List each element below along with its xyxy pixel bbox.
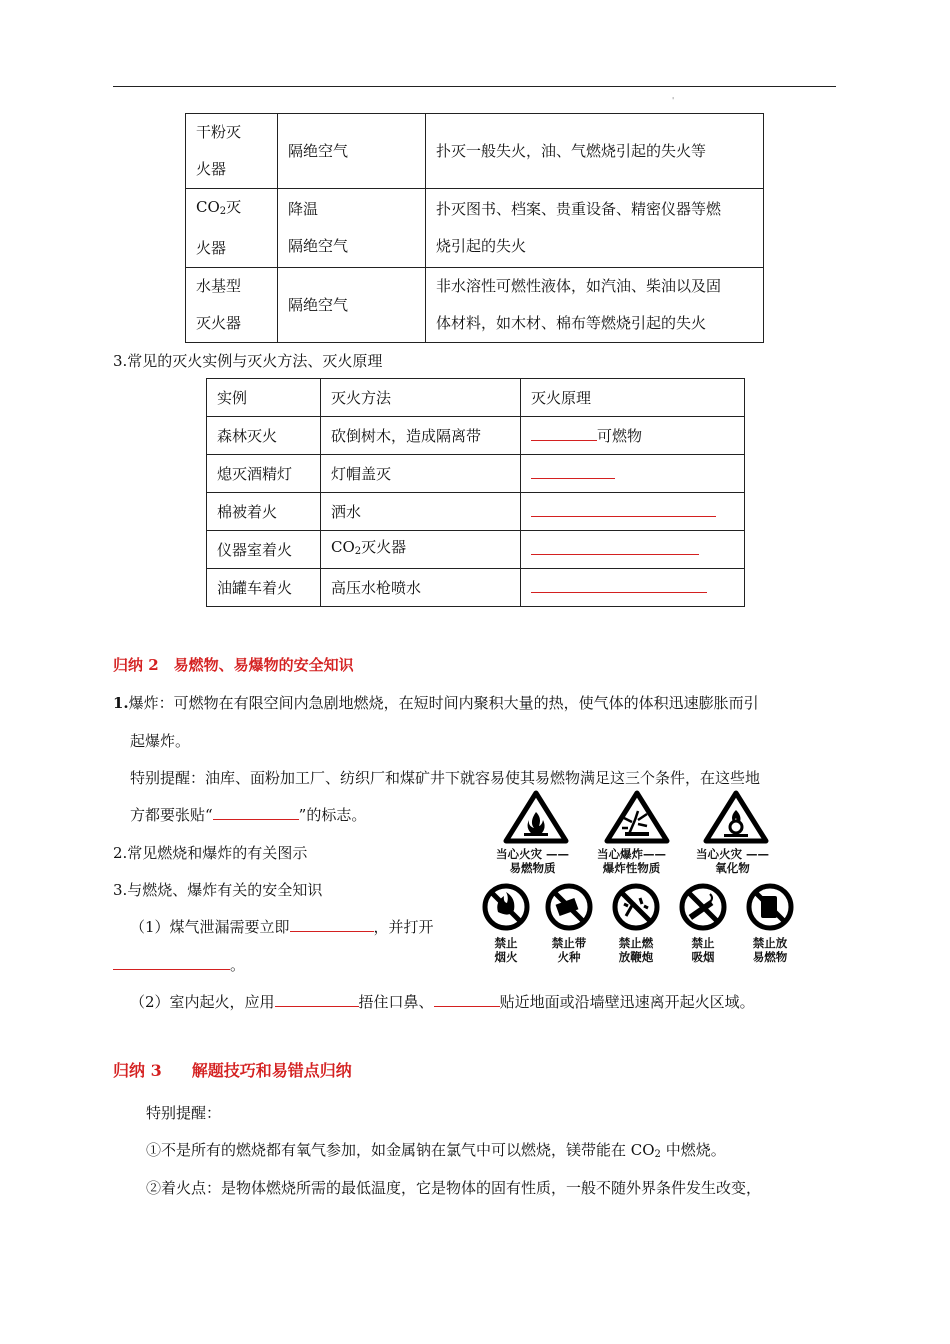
table-row <box>186 114 764 189</box>
table-cell: 隔绝空气 <box>278 114 426 189</box>
firefighting-table <box>206 378 745 607</box>
table-cell: 隔绝空气 <box>278 268 426 343</box>
table-row <box>207 417 745 455</box>
sign-label: 禁止 吸烟 <box>691 936 715 964</box>
extinguisher-table <box>185 113 764 343</box>
fill-blank[interactable] <box>290 916 374 932</box>
fill-blank[interactable] <box>434 991 500 1007</box>
table-cell: 仪器室着火 <box>207 531 321 569</box>
paragraph: ①不是所有的燃烧都有氧气参加，如金属钠在氯气中可以燃烧，镁带能在 $CO_2$ 中燃烧。 <box>146 1141 726 1160</box>
table-header: 灭火原理 <box>521 379 745 417</box>
table-header-row <box>207 379 745 417</box>
table-cell: 干粉灭 火器 <box>186 114 278 189</box>
table-header: 实例 <box>207 379 321 417</box>
table-cell: 油罐车着火 <box>207 569 321 607</box>
paragraph: 方都要张贴“ ”的标志。 <box>130 806 367 824</box>
table-cell: 洒水 <box>321 493 521 531</box>
table-cell: 灯帽盖灭 <box>321 455 521 493</box>
no-fireworks-icon <box>615 886 657 928</box>
no-smoking-icon <box>682 886 724 928</box>
table-cell: $CO_2$灭 火器 <box>186 189 278 268</box>
fill-blank[interactable] <box>113 954 230 970</box>
paragraph: 起爆炸。 <box>130 732 191 750</box>
table-cell <box>521 493 745 531</box>
fill-blank[interactable] <box>531 577 707 593</box>
header-rule <box>113 86 836 87</box>
fill-blank[interactable] <box>531 463 615 479</box>
table-cell: 水基型 灭火器 <box>186 268 278 343</box>
table-cell <box>521 531 745 569</box>
sign-label: 禁止带 火种 <box>551 936 587 964</box>
explosive-warning-icon <box>607 793 667 841</box>
table-cell: 森林灭火 <box>207 417 321 455</box>
fill-blank[interactable] <box>275 991 359 1007</box>
paragraph: 2.常见燃烧和爆炸的有关图示 <box>113 844 308 862</box>
fill-blank[interactable] <box>531 425 597 441</box>
table-cell: 扑灭一般失火，油、气燃烧引起的失火等 <box>426 114 764 189</box>
sign-label: 当心火灾 —— 氧化物 <box>696 847 770 875</box>
sign-label: 禁止放 易燃物 <box>752 936 788 964</box>
table-row <box>186 268 764 343</box>
table-cell <box>521 455 745 493</box>
table-cell: 高压水枪喷水 <box>321 569 521 607</box>
safety-signs <box>478 790 808 970</box>
sign-label: 禁止 烟火 <box>494 936 518 964</box>
paragraph: （2）室内起火，应用 捂住口鼻、 贴近地面或沿墙壁迅速离开起火区域。 <box>130 993 755 1011</box>
table-header: 灭火方法 <box>321 379 521 417</box>
section-title: 3.常见的灭火实例与灭火方法、灭火原理 <box>113 352 383 370</box>
sign-label: 当心爆炸—— 爆炸性物质 <box>597 847 666 875</box>
fill-blank[interactable] <box>531 539 699 555</box>
table-cell: 棉被着火 <box>207 493 321 531</box>
table-row <box>207 455 745 493</box>
table-cell: 可燃物 <box>521 417 745 455</box>
paragraph: 特别提醒：油库、面粉加工厂、纺织厂和煤矿井下就容易使其易燃物满足这三个条件，在这些地 <box>130 769 761 787</box>
fill-blank[interactable] <box>531 501 716 517</box>
paragraph: 特别提醒： <box>146 1104 222 1122</box>
table-row <box>207 569 745 607</box>
section-heading: 归纳 2 易燃物、易爆物的安全知识 <box>113 656 354 674</box>
paragraph: 。 <box>113 954 245 975</box>
sign-label: 当心火灾 —— 易燃物质 <box>496 847 570 875</box>
header-mark: ' <box>672 96 675 105</box>
fill-blank[interactable] <box>213 804 299 820</box>
table-cell: 非水溶性可燃性液体，如汽油、柴油以及固 体材料，如木材、棉布等燃烧引起的失火 <box>426 268 764 343</box>
table-cell: $CO_2$灭火器 <box>321 531 521 569</box>
paragraph: ②着火点：是物体燃烧所需的最低温度，它是物体的固有性质，一般不随外界条件发生改变， <box>146 1179 762 1197</box>
flammable-warning-icon <box>506 793 566 841</box>
table-cell: 熄灭酒精灯 <box>207 455 321 493</box>
table-cell: 扑灭图书、档案、贵重设备、精密仪器等燃 烧引起的失火 <box>426 189 764 268</box>
table-row <box>186 189 764 268</box>
table-row <box>207 531 745 569</box>
section-heading: 归纳 3 解题技巧和易错点归纳 <box>113 1061 352 1080</box>
table-row <box>207 493 745 531</box>
paragraph: 3.与燃烧、爆炸有关的安全知识 <box>113 881 323 899</box>
paragraph: 1.爆炸：可燃物在有限空间内急剧地燃烧，在短时间内聚积大量的热，使气体的体积迅速膨胀而引 <box>113 694 759 712</box>
sign-label: 禁止燃 放鞭炮 <box>618 936 654 964</box>
no-kindling-icon <box>548 886 590 928</box>
no-fire-icon <box>485 886 527 928</box>
paragraph: （1）煤气泄漏需要立即 ，并打开 <box>130 918 434 936</box>
table-cell: 降温 隔绝空气 <box>278 189 426 268</box>
no-flammables-icon <box>749 886 791 928</box>
table-cell <box>521 569 745 607</box>
table-cell: 砍倒树木，造成隔离带 <box>321 417 521 455</box>
oxidizer-warning-icon <box>706 793 766 841</box>
